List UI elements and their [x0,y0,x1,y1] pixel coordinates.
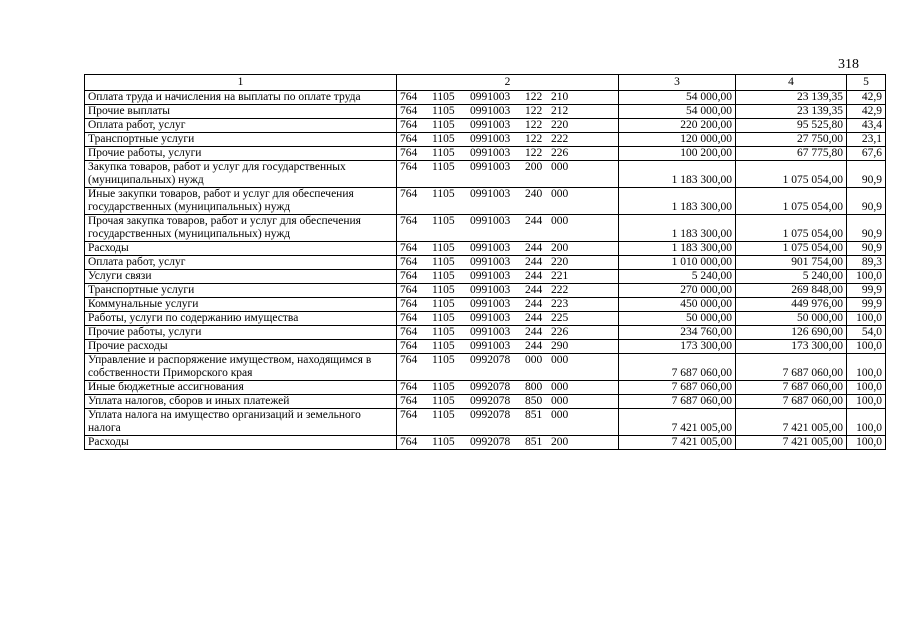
row-c5-cell: 100,0 [847,354,886,381]
code-part-4: 244 [525,242,543,254]
code-part-2: 1105 [432,256,455,268]
row-c5-cell: 90,9 [847,242,886,256]
row-code-cell [397,298,619,312]
row-c4-cell: 7 421 005,00 [736,436,847,450]
row-c3-cell: 7 687 060,00 [619,395,736,409]
table-row [85,284,886,298]
row-code-cell [397,105,619,119]
row-name-cell: Оплата работ, услуг [85,119,397,133]
code-part-2: 1105 [432,409,455,421]
code-part-3: 0991003 [470,147,511,159]
code-part-1: 764 [400,409,418,421]
code-part-2: 1105 [432,161,455,173]
code-part-2: 1105 [432,215,455,227]
code-part-5: 225 [551,312,569,324]
code-part-2: 1105 [432,105,455,117]
code-part-3: 0992078 [470,395,511,407]
row-c5-cell: 99,9 [847,298,886,312]
row-c4-cell: 27 750,00 [736,133,847,147]
code-part-4: 240 [525,188,543,200]
code-part-1: 764 [400,284,418,296]
column-header-4: 4 [736,75,847,91]
code-part-5: 200 [551,242,569,254]
code-part-3: 0991003 [470,340,511,352]
table-row [85,256,886,270]
row-name-cell: Иные закупки товаров, работ и услуг для обеспечения государственных (муниципальных) нужд [85,188,397,215]
code-part-3: 0991003 [470,215,511,227]
code-part-1: 764 [400,436,418,448]
row-c4-cell: 50 000,00 [736,312,847,326]
row-c4-cell: 1 075 054,00 [736,242,847,256]
code-part-2: 1105 [432,436,455,448]
row-c5-cell: 23,1 [847,133,886,147]
code-part-2: 1105 [432,91,455,103]
code-part-3: 0992078 [470,436,511,448]
code-part-2: 1105 [432,188,455,200]
code-part-1: 764 [400,105,418,117]
code-part-3: 0991003 [470,105,511,117]
code-part-4: 122 [525,91,543,103]
row-code-cell [397,340,619,354]
code-part-1: 764 [400,270,418,282]
code-part-3: 0991003 [470,119,511,131]
code-part-1: 764 [400,91,418,103]
row-c4-cell: 7 421 005,00 [736,409,847,436]
code-part-4: 122 [525,147,543,159]
row-c3-cell: 173 300,00 [619,340,736,354]
code-part-4: 244 [525,312,543,324]
row-c4-cell: 269 848,00 [736,284,847,298]
code-part-1: 764 [400,119,418,131]
code-part-5: 226 [551,147,569,159]
row-c5-cell: 99,9 [847,284,886,298]
row-c4-cell: 67 775,80 [736,147,847,161]
code-part-3: 0991003 [470,270,511,282]
column-header-3: 3 [619,75,736,91]
code-part-5: 222 [551,133,569,145]
code-part-3: 0991003 [470,298,511,310]
code-part-1: 764 [400,133,418,145]
row-c3-cell: 450 000,00 [619,298,736,312]
row-c4-cell: 1 075 054,00 [736,215,847,242]
row-c5-cell: 100,0 [847,340,886,354]
code-part-5: 222 [551,284,569,296]
code-part-5: 212 [551,105,569,117]
code-part-2: 1105 [432,395,455,407]
row-c3-cell: 1 183 300,00 [619,161,736,188]
code-part-5: 220 [551,256,569,268]
row-name-cell: Иные бюджетные ассигнования [85,381,397,395]
table-row [85,161,886,188]
row-c4-cell: 7 687 060,00 [736,354,847,381]
row-name-cell: Оплата работ, услуг [85,256,397,270]
row-name-cell: Расходы [85,242,397,256]
code-part-4: 800 [525,381,543,393]
row-c3-cell: 120 000,00 [619,133,736,147]
row-code-cell [397,436,619,450]
code-part-1: 764 [400,242,418,254]
code-part-3: 0991003 [470,256,511,268]
row-code-cell [397,161,619,188]
code-part-2: 1105 [432,242,455,254]
code-part-3: 0991003 [470,312,511,324]
row-c3-cell: 54 000,00 [619,91,736,105]
row-c5-cell: 90,9 [847,215,886,242]
table-header-row [85,75,886,91]
code-part-1: 764 [400,147,418,159]
table-body [85,91,886,450]
code-part-3: 0992078 [470,381,511,393]
code-part-2: 1105 [432,354,455,366]
table-row [85,270,886,284]
row-c4-cell: 173 300,00 [736,340,847,354]
table-row [85,147,886,161]
code-part-4: 000 [525,354,543,366]
code-part-5: 000 [551,409,569,421]
table-row [85,340,886,354]
table-row [85,91,886,105]
table-row [85,409,886,436]
row-name-cell: Коммунальные услуги [85,298,397,312]
code-part-5: 000 [551,381,569,393]
row-code-cell [397,215,619,242]
code-part-3: 0991003 [470,133,511,145]
code-part-5: 223 [551,298,569,310]
row-name-cell: Работы, услуги по содержанию имущества [85,312,397,326]
code-part-1: 764 [400,312,418,324]
code-part-2: 1105 [432,381,455,393]
row-c4-cell: 23 139,35 [736,105,847,119]
budget-table [84,74,886,450]
table-row [85,395,886,409]
page-number: 318 [838,57,859,72]
table-row [85,381,886,395]
row-c5-cell: 42,9 [847,91,886,105]
code-part-1: 764 [400,326,418,338]
code-part-3: 0992078 [470,409,511,421]
row-c3-cell: 1 010 000,00 [619,256,736,270]
row-name-cell: Транспортные услуги [85,284,397,298]
row-name-cell: Закупка товаров, работ и услуг для государственных (муниципальных) нужд [85,161,397,188]
code-part-1: 764 [400,298,418,310]
code-part-4: 122 [525,105,543,117]
code-part-3: 0991003 [470,161,511,173]
row-code-cell [397,354,619,381]
table-row [85,436,886,450]
row-c4-cell: 449 976,00 [736,298,847,312]
row-code-cell [397,133,619,147]
row-name-cell: Прочие работы, услуги [85,326,397,340]
code-part-4: 122 [525,133,543,145]
code-part-1: 764 [400,161,418,173]
code-part-5: 220 [551,119,569,131]
column-header-2: 2 [397,75,619,91]
code-part-5: 210 [551,91,569,103]
table-row [85,119,886,133]
row-name-cell: Уплата налога на имущество организаций и земельного налога [85,409,397,436]
row-c3-cell: 54 000,00 [619,105,736,119]
row-c3-cell: 234 760,00 [619,326,736,340]
row-c4-cell: 5 240,00 [736,270,847,284]
row-c4-cell: 7 687 060,00 [736,381,847,395]
row-name-cell: Управление и распоряжение имуществом, находящимся в собственности Приморского края [85,354,397,381]
code-part-1: 764 [400,395,418,407]
row-c5-cell: 100,0 [847,270,886,284]
table-row [85,133,886,147]
row-code-cell [397,256,619,270]
row-c5-cell: 100,0 [847,381,886,395]
row-code-cell [397,147,619,161]
row-name-cell: Транспортные услуги [85,133,397,147]
code-part-1: 764 [400,215,418,227]
code-part-4: 851 [525,436,543,448]
code-part-4: 851 [525,409,543,421]
row-c3-cell: 7 421 005,00 [619,409,736,436]
row-c4-cell: 1 075 054,00 [736,188,847,215]
code-part-1: 764 [400,256,418,268]
row-c3-cell: 220 200,00 [619,119,736,133]
code-part-1: 764 [400,340,418,352]
row-c5-cell: 54,0 [847,326,886,340]
code-part-5: 221 [551,270,569,282]
code-part-4: 122 [525,119,543,131]
row-c5-cell: 42,9 [847,105,886,119]
row-c3-cell: 7 687 060,00 [619,381,736,395]
code-part-3: 0991003 [470,91,511,103]
row-code-cell [397,312,619,326]
row-code-cell [397,91,619,105]
code-part-2: 1105 [432,119,455,131]
code-part-3: 0991003 [470,242,511,254]
row-code-cell [397,188,619,215]
row-c5-cell: 100,0 [847,312,886,326]
code-part-5: 000 [551,188,569,200]
row-c5-cell: 100,0 [847,395,886,409]
row-code-cell [397,395,619,409]
row-name-cell: Оплата труда и начисления на выплаты по оплате труда [85,91,397,105]
row-code-cell [397,326,619,340]
code-part-4: 244 [525,270,543,282]
code-part-5: 000 [551,161,569,173]
table-row [85,188,886,215]
row-c3-cell: 1 183 300,00 [619,215,736,242]
code-part-4: 244 [525,215,543,227]
row-c5-cell: 67,6 [847,147,886,161]
row-c5-cell: 43,4 [847,119,886,133]
code-part-3: 0991003 [470,284,511,296]
column-header-5: 5 [847,75,886,91]
row-c5-cell: 90,9 [847,161,886,188]
code-part-3: 0991003 [470,326,511,338]
code-part-2: 1105 [432,270,455,282]
code-part-1: 764 [400,188,418,200]
row-c5-cell: 89,3 [847,256,886,270]
row-name-cell: Прочая закупка товаров, работ и услуг для обеспечения государственных (муниципальных) нужд [85,215,397,242]
code-part-5: 226 [551,326,569,338]
column-header-1: 1 [85,75,397,91]
row-name-cell: Прочие работы, услуги [85,147,397,161]
row-c3-cell: 1 183 300,00 [619,242,736,256]
code-part-5: 000 [551,354,569,366]
row-code-cell [397,284,619,298]
code-part-2: 1105 [432,340,455,352]
table-row [85,326,886,340]
row-c4-cell: 23 139,35 [736,91,847,105]
row-c3-cell: 100 200,00 [619,147,736,161]
row-c3-cell: 270 000,00 [619,284,736,298]
row-name-cell: Услуги связи [85,270,397,284]
code-part-2: 1105 [432,147,455,159]
code-part-4: 244 [525,256,543,268]
row-c4-cell: 126 690,00 [736,326,847,340]
row-c3-cell: 1 183 300,00 [619,188,736,215]
row-code-cell [397,119,619,133]
row-name-cell: Расходы [85,436,397,450]
row-c3-cell: 50 000,00 [619,312,736,326]
row-c3-cell: 5 240,00 [619,270,736,284]
code-part-1: 764 [400,354,418,366]
row-name-cell: Уплата налогов, сборов и иных платежей [85,395,397,409]
row-c5-cell: 100,0 [847,409,886,436]
code-part-5: 000 [551,215,569,227]
code-part-2: 1105 [432,284,455,296]
code-part-2: 1105 [432,326,455,338]
code-part-3: 0992078 [470,354,511,366]
code-part-3: 0991003 [470,188,511,200]
row-code-cell [397,381,619,395]
table-row [85,354,886,381]
table-row [85,105,886,119]
row-c5-cell: 100,0 [847,436,886,450]
row-c4-cell: 95 525,80 [736,119,847,133]
row-c5-cell: 90,9 [847,188,886,215]
code-part-4: 244 [525,298,543,310]
row-c4-cell: 1 075 054,00 [736,161,847,188]
code-part-5: 200 [551,436,569,448]
row-c4-cell: 901 754,00 [736,256,847,270]
row-code-cell [397,409,619,436]
code-part-1: 764 [400,381,418,393]
row-c3-cell: 7 421 005,00 [619,436,736,450]
table-row [85,215,886,242]
code-part-2: 1105 [432,312,455,324]
row-code-cell [397,270,619,284]
code-part-2: 1105 [432,133,455,145]
row-c3-cell: 7 687 060,00 [619,354,736,381]
table-row [85,298,886,312]
code-part-4: 850 [525,395,543,407]
code-part-4: 244 [525,340,543,352]
code-part-2: 1105 [432,298,455,310]
row-name-cell: Прочие выплаты [85,105,397,119]
code-part-5: 290 [551,340,569,352]
code-part-4: 200 [525,161,543,173]
code-part-5: 000 [551,395,569,407]
row-code-cell [397,242,619,256]
table-row [85,312,886,326]
row-name-cell: Прочие расходы [85,340,397,354]
code-part-4: 244 [525,284,543,296]
code-part-4: 244 [525,326,543,338]
row-c4-cell: 7 687 060,00 [736,395,847,409]
table-row [85,242,886,256]
